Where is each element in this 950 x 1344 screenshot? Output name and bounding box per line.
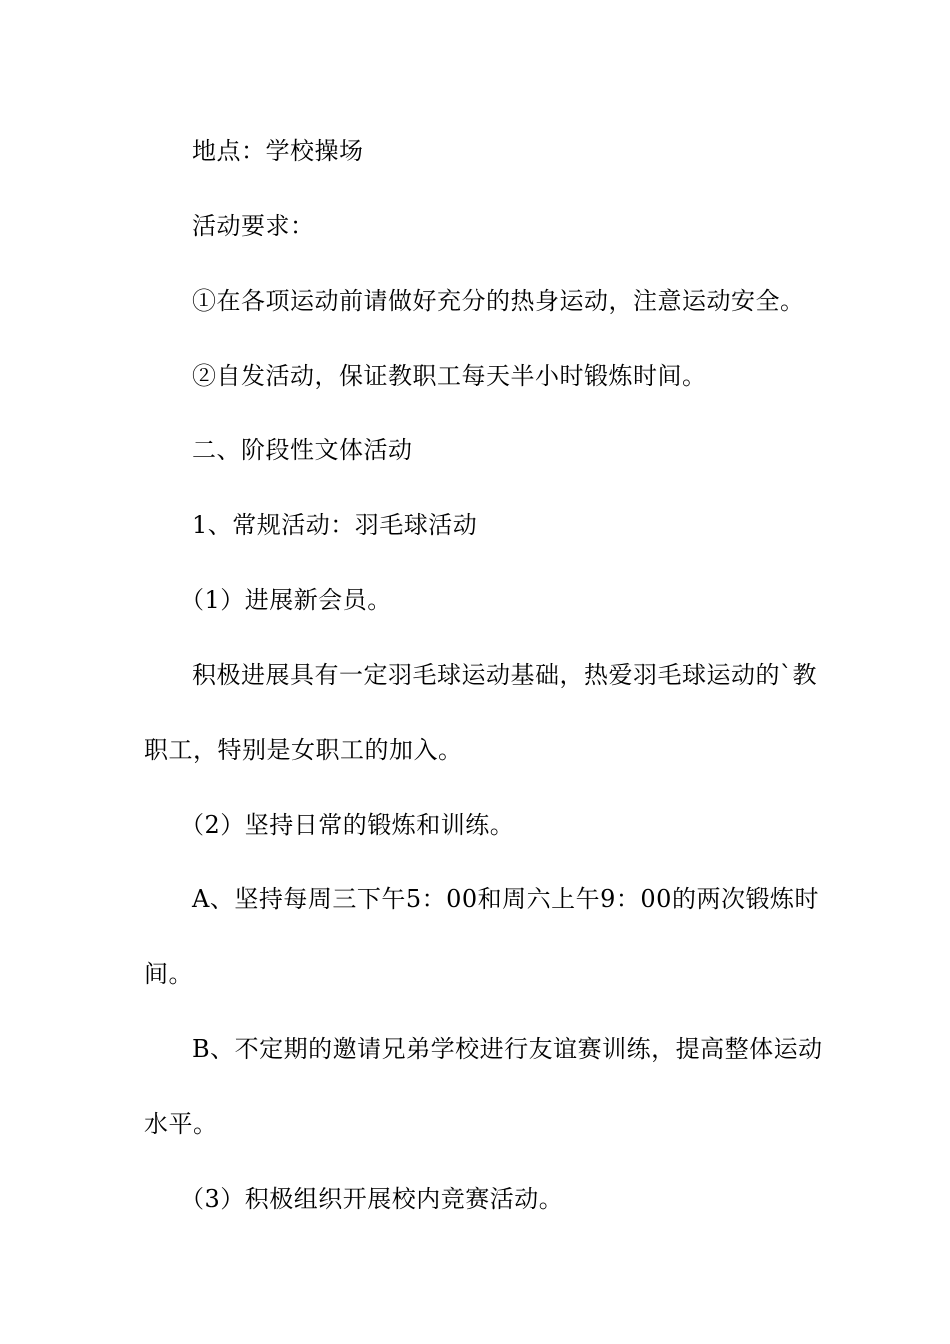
list-item-3: （3）积极组织开展校内竞赛活动。 bbox=[180, 1185, 564, 1213]
paragraph-line: B、不定期的邀请兄弟学校进行友谊赛训练，提高整体运动 bbox=[192, 1035, 823, 1063]
list-item-1: （1）进展新会员。 bbox=[180, 586, 392, 614]
paragraph-line: A、坚持每周三下午5：00和周六上午9：00的两次锻炼时 bbox=[192, 885, 819, 913]
section-heading: 二、阶段性文体活动 bbox=[192, 436, 413, 464]
subsection-heading: 1、常规活动：羽毛球活动 bbox=[192, 511, 478, 539]
paragraph-line: 水平。 bbox=[144, 1110, 218, 1138]
location-line: 地点：学校操场 bbox=[192, 137, 364, 165]
paragraph-line: 职工，特别是女职工的加入。 bbox=[144, 736, 463, 764]
list-item-2: （2）坚持日常的锻炼和训练。 bbox=[180, 811, 515, 839]
requirement-item-2: ②自发活动，保证教职工每天半小时锻炼时间。 bbox=[192, 362, 707, 390]
paragraph-line: 积极进展具有一定羽毛球运动基础，热爱羽毛球运动的`教 bbox=[192, 661, 817, 689]
requirements-heading: 活动要求： bbox=[192, 212, 315, 240]
paragraph-line: 间。 bbox=[144, 960, 193, 988]
requirement-item-1: ①在各项运动前请做好充分的热身运动，注意运动安全。 bbox=[192, 287, 805, 315]
